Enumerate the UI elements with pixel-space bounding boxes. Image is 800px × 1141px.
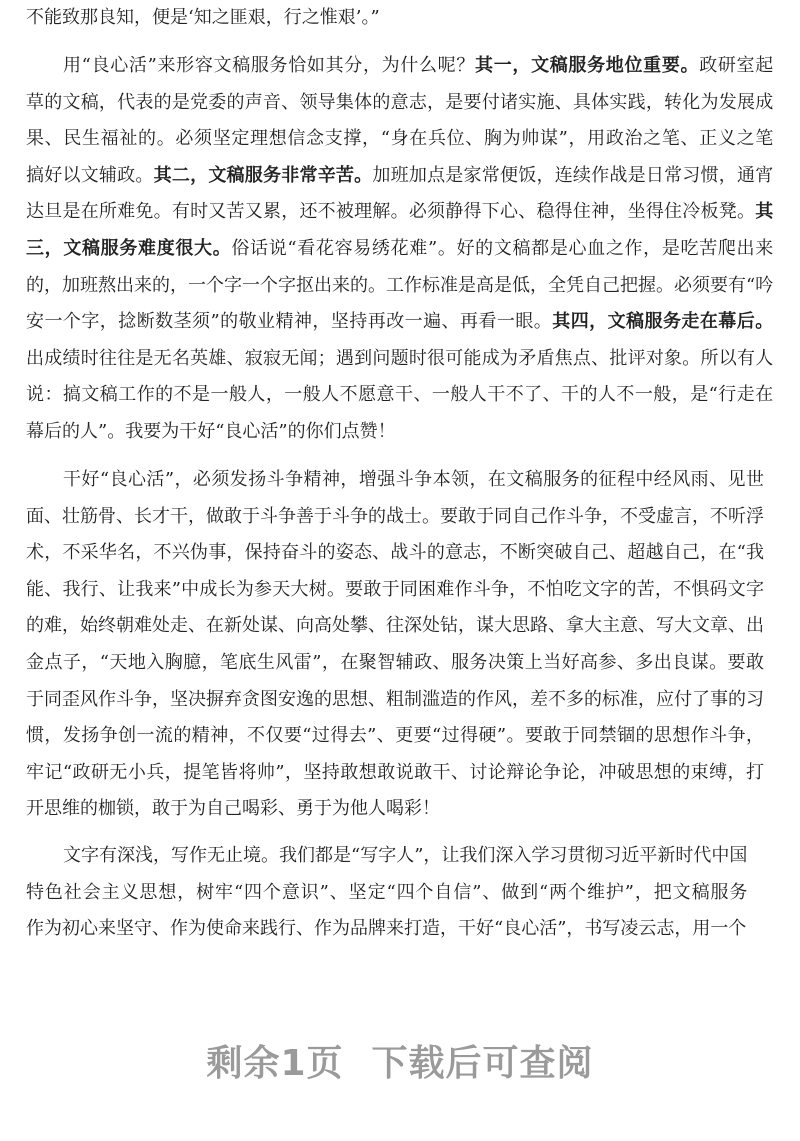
paragraph <box>26 838 747 948</box>
body-text: 文字有深浅，写作无止境。我们都是“写字人”，让我们深入学习贯彻习近平新时代中国 <box>63 845 748 866</box>
text-line <box>26 911 747 948</box>
body-text: 达旦是在所难免。有时又苦又累，还不被理解。必须静得下心、稳得住神，坐得住冷板凳。 <box>26 201 756 223</box>
body-text: 安一个字，捻断数茎须”的敬业精神，坚持再改一遍、再看一眼。 <box>26 311 553 333</box>
text-line <box>26 0 380 37</box>
text-line <box>26 645 764 682</box>
text-line <box>26 462 764 499</box>
body-text: 能、我行、让我来”中成长为参天大树。要敢于同困难作斗争，不怕吃文字的苦，不惧码文字 <box>26 578 764 600</box>
body-text: 搞好以文辅政。 <box>26 164 154 186</box>
text-line <box>26 535 764 572</box>
body-text: 果、民生福祉的。必须坚定理想信念支撑，“身在兵位、胸为帅谋”，用政治之笔、正义之笔 <box>26 128 774 150</box>
text-line <box>26 377 773 414</box>
download-prompt[interactable] <box>0 1035 800 1086</box>
body-text: 说：搞文稿工作的不是一般人，一般人不愿意干、一般人干不了、干的人不一般，是“行走在 <box>26 384 774 406</box>
text-line <box>26 499 764 536</box>
body-text: 特色社会主义思想，树牢“四个意识”、坚定“四个自信”、做到“两个维护”，把文稿服务 <box>26 881 748 903</box>
text-line <box>26 875 747 912</box>
text-line <box>26 231 773 268</box>
body-text: 术，不采华名，不兴伪事，保持奋斗的姿态、战斗的意志，不断突破自己、超越自己，在“我 <box>26 542 764 564</box>
remaining-pages-label[interactable]: 剩余1页 <box>206 1043 344 1084</box>
body-text: 惯，发扬争创一流的精神，不仅要“过得去”、更要“过得硬”。要敢于同禁锢的思想作斗争， <box>26 725 764 747</box>
text-line <box>26 608 764 645</box>
text-line <box>26 304 773 341</box>
bold-heading-text: 其二，文稿服务非常辛苦。 <box>153 164 373 186</box>
body-text: 幕后的人”。我要为干好“良心活”的你们点赞！ <box>26 420 396 442</box>
body-text: 政研室起 <box>699 55 774 76</box>
body-text: 不能致那良知，便是‘知之匪艰，行之惟艰’。” <box>26 7 380 28</box>
bold-heading-text: 其四，文稿服务走在幕后。 <box>552 311 774 333</box>
bold-heading-text: 三，文稿服务难度很大。 <box>26 237 232 259</box>
paragraph <box>26 0 380 37</box>
text-line <box>26 121 773 158</box>
bold-heading-text: 其 <box>755 201 774 223</box>
body-text: 用“良心活”来形容文稿服务恰如其分，为什么呢？ <box>63 55 476 76</box>
text-line <box>26 341 773 378</box>
paragraph <box>26 48 773 451</box>
body-text: 面、壮筋骨、长才干，做敢于斗争善于斗争的战士。要敢于同自己作斗争，不受虚言，不听浮 <box>26 505 764 527</box>
text-line <box>26 791 764 828</box>
text-line <box>26 85 773 122</box>
text-line <box>26 158 773 195</box>
body-text: 干好“良心活”，必须发扬斗争精神，增强斗争本领，在文稿服务的征程中经风雨、见世 <box>63 469 764 490</box>
body-text: 开思维的枷锁，敢于为自己喝彩、勇于为他人喝彩！ <box>26 798 440 820</box>
body-text: 于同歪风作斗争，坚决摒弃贪图安逸的思想、粗制滥造的作风，差不多的标准，应付了事的习 <box>26 688 764 710</box>
body-text: 金点子，“天地入胸臆，笔底生风雷”，在聚智辅政、服务决策上当好高参、多出良谋。要敢 <box>26 651 764 673</box>
text-line <box>26 718 764 755</box>
text-line <box>26 48 773 85</box>
download-to-view-label[interactable]: 下载后可查阅 <box>371 1043 594 1084</box>
paragraph <box>26 462 764 828</box>
text-line <box>26 194 773 231</box>
body-text: 的难，始终朝难处走、在新处谋、向高处攀、往深处钻，谋大思路、拿大主意、写大文章、出 <box>26 615 764 637</box>
body-text: 草的文稿，代表的是党委的声音、领导集体的意志，是要付诸实施、具体实践，转化为发展成 <box>26 91 774 113</box>
text-line <box>26 268 773 305</box>
body-text: 的，加班熬出来的，一个字一个字抠出来的。工作标准是高是低，全凭自己把握。必须要有“吟 <box>26 274 774 296</box>
text-line <box>26 572 764 609</box>
body-text: 俗话说“看花容易绣花难”。好的文稿都是心血之作，是吃苦爬出来 <box>231 237 774 259</box>
text-line <box>26 414 773 451</box>
text-line <box>26 838 747 875</box>
body-text: 出成绩时往往是无名英雄、寂寂无闻；遇到问题时很可能成为矛盾焦点、批评对象。所以有人 <box>26 347 774 369</box>
body-text: 加班加点是家常便饭，连续作战是日常习惯，通宵 <box>372 164 774 186</box>
body-text: 作为初心来坚守、作为使命来践行、作为品牌来打造，干好“良心活”，书写凌云志，用一个 <box>26 918 747 940</box>
text-line <box>26 682 764 719</box>
text-line <box>26 755 764 792</box>
bold-heading-text: 其一，文稿服务地位重要。 <box>475 55 700 76</box>
body-text: 牢记“政研无小兵，提笔皆将帅”，坚持敢想敢说敢干、讨论辩论争论，冲破思想的束缚，打 <box>26 761 764 783</box>
